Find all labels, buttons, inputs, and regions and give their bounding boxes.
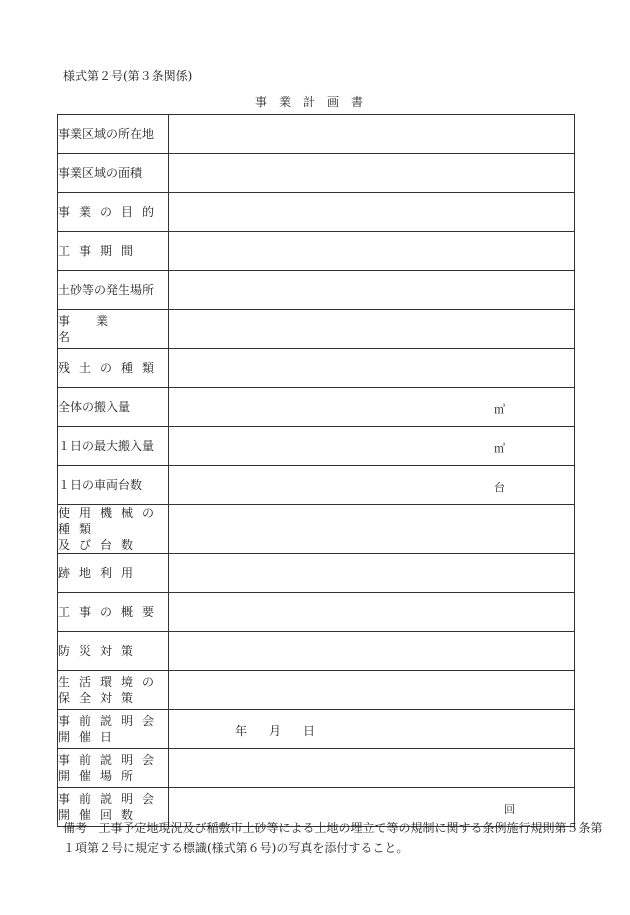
row-label-line: 事前説明会 xyxy=(58,792,164,806)
row-label-line: 工事期間 xyxy=(58,244,143,258)
row-value-field[interactable] xyxy=(169,632,575,671)
row-label-line: １日の最大搬入量 xyxy=(58,439,155,453)
row-label-line: 全体の搬入量 xyxy=(58,400,131,414)
row-label xyxy=(58,271,169,310)
row-label-line: 土砂等の発生場所 xyxy=(58,283,155,297)
row-value-field[interactable] xyxy=(169,232,575,271)
table-row xyxy=(58,671,575,710)
row-value-field[interactable] xyxy=(169,193,575,232)
row-label-line: 事業の目的 xyxy=(58,205,164,219)
row-value-field[interactable] xyxy=(169,115,575,154)
table-row xyxy=(58,505,575,554)
row-value-field[interactable] xyxy=(169,749,575,788)
row-value-field[interactable] xyxy=(169,505,575,554)
row-label xyxy=(58,427,169,466)
unit-label: 台 xyxy=(494,481,505,494)
row-label xyxy=(58,388,169,427)
remark-text: 工事予定地現況及び稲敷市土砂等による土地の埋立て等の規制に関する条例施行規則第５条第１項第２号に規定する標識(様式第６号)の写真を添付すること。 xyxy=(63,821,603,855)
row-label xyxy=(58,505,169,554)
row-label-line: 保全対策 xyxy=(58,691,143,705)
table-row xyxy=(58,271,575,310)
row-label xyxy=(58,554,169,593)
date-part-label: 年 xyxy=(235,724,248,738)
table-row xyxy=(58,554,575,593)
row-label-line: 生活環境の xyxy=(58,675,164,689)
row-label-line: 工事の概要 xyxy=(58,605,164,619)
row-label xyxy=(58,349,169,388)
table-row xyxy=(58,193,575,232)
remark-prefix: 備考 xyxy=(63,821,88,835)
remark-note xyxy=(63,818,608,858)
row-value-field[interactable] xyxy=(169,349,575,388)
row-value-field[interactable] xyxy=(169,593,575,632)
table-row xyxy=(58,632,575,671)
date-parts xyxy=(235,722,337,739)
row-label-line: 事前説明会 xyxy=(58,714,164,728)
row-label xyxy=(58,115,169,154)
row-value-field[interactable] xyxy=(169,710,575,749)
row-label-line: 使用機械の種類 xyxy=(58,506,164,536)
row-label-line: 跡地利用 xyxy=(58,566,143,580)
date-part-label: 日 xyxy=(303,724,316,738)
table-row xyxy=(58,710,575,749)
unit-label: 回 xyxy=(504,803,515,816)
row-label xyxy=(58,671,169,710)
row-label xyxy=(58,193,169,232)
row-label-line: 事業区域の所在地 xyxy=(58,127,155,141)
form-number: 様式第２号(第３条関係) xyxy=(63,69,193,83)
row-label-line: 開催回数 xyxy=(58,808,143,822)
row-label-line: 及び台数 xyxy=(58,538,143,552)
row-value-field[interactable] xyxy=(169,310,575,349)
row-label-line: 残土の種類 xyxy=(58,361,164,375)
table-row xyxy=(58,232,575,271)
row-value-field[interactable] xyxy=(169,388,575,427)
row-label xyxy=(58,310,169,349)
row-value-field[interactable] xyxy=(169,271,575,310)
row-value-field[interactable] xyxy=(169,671,575,710)
row-label xyxy=(58,466,169,505)
table-row xyxy=(58,593,575,632)
plan-table xyxy=(57,114,575,827)
table-row xyxy=(58,388,575,427)
row-label xyxy=(58,154,169,193)
row-label-line: 事前説明会 xyxy=(58,753,164,767)
table-row xyxy=(58,749,575,788)
row-label-line: 事業名 xyxy=(58,314,135,344)
unit-label: ㎥ xyxy=(494,442,505,455)
table-row xyxy=(58,466,575,505)
table-row xyxy=(58,115,575,154)
row-label-line: 開催日 xyxy=(58,730,122,744)
row-label xyxy=(58,749,169,788)
unit-label: ㎥ xyxy=(494,403,505,416)
row-label-line: 開催場所 xyxy=(58,769,143,783)
table-row xyxy=(58,349,575,388)
row-value-field[interactable] xyxy=(169,466,575,505)
row-label xyxy=(58,232,169,271)
table-row xyxy=(58,310,575,349)
table-row xyxy=(58,427,575,466)
row-value-field[interactable] xyxy=(169,554,575,593)
row-value-field[interactable] xyxy=(169,154,575,193)
date-part-label: 月 xyxy=(269,724,282,738)
row-label-line: 防災対策 xyxy=(58,644,143,658)
row-label xyxy=(58,710,169,749)
row-label xyxy=(58,632,169,671)
row-label-line: 事業区域の面積 xyxy=(58,166,143,180)
row-label-line: １日の車両台数 xyxy=(58,478,143,492)
table-row xyxy=(58,154,575,193)
row-value-field[interactable] xyxy=(169,427,575,466)
row-label xyxy=(58,593,169,632)
document-title: 事業計画書 xyxy=(254,95,375,109)
